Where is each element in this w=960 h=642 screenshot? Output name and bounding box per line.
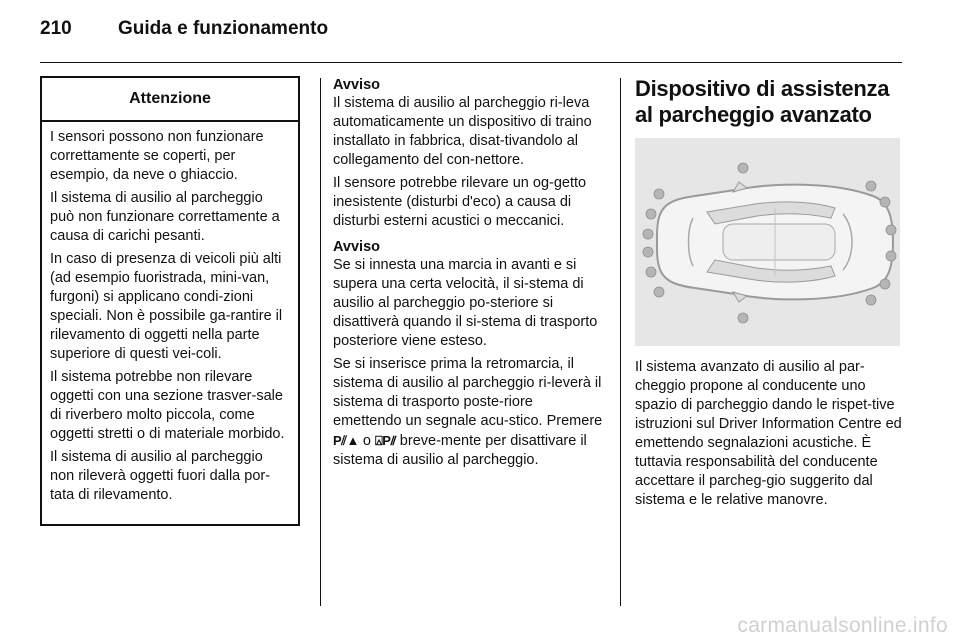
column-divider-right: [620, 78, 621, 606]
warning-paragraph: I sensori possono non funzionare correttamente se coperti, per esempio, da neve o ghiaccio.: [50, 129, 264, 183]
warning-paragraph: In caso di presenza di veicoli più alti (ad esempio fuoristrada, mini-van, furgoni) si applicano condi-zioni speciali. Non è possibile ga-rantire il rilevamento di oggetti nella parte superiore di questi vei-coli.: [50, 251, 283, 362]
warning-paragraph: Il sistema di ausilio al parcheggio non rileverà oggetti fuori dalla por-tata di rilevamento.: [50, 449, 271, 503]
note-text: o: [362, 433, 371, 449]
warning-box: [40, 76, 300, 526]
column-divider-left: [320, 78, 321, 606]
note-label: Avviso: [333, 239, 381, 255]
note-label: Avviso: [333, 77, 381, 93]
car-sensor-illustration: [635, 138, 900, 346]
car-top-view-icon: [635, 138, 900, 346]
park-assist-button-icon: P⫽▲: [333, 433, 359, 448]
note-paragraph: Se si innesta una marcia in avanti e si supera una certa velocità, il si-stema di ausilio al parcheggio po-steriore si disattiverà quando il si-stema di trasporto posteriore viene esteso.: [333, 257, 598, 349]
section-heading: Dispositivo di assistenza al parcheggio avanzato: [635, 76, 890, 127]
section-title: Guida e funzionamento: [118, 18, 329, 39]
note-text: breve-mente per disattivare il sistema di ausilio al parcheggio.: [333, 433, 587, 468]
header-rule: [40, 62, 902, 63]
page-number: 210: [40, 18, 72, 39]
warning-title: Attenzione: [42, 78, 298, 122]
section-paragraph: Il sistema avanzato di ausilio al par-cheggio propone al conducente uno spazio di parcheggio dando le rispet-tive istruzioni sul Driver Information Centre ed emettendo segnalazioni acustiche. È tuttavia responsabilità del conducente accettare il parcheg-gio suggerito dal sistema e le relative manovre.: [635, 359, 902, 508]
warning-paragraph: Il sistema potrebbe non rilevare oggetti con una sezione trasver-sale di riverbero molto piccola, come oggetti stretti o di materiale morbido.: [50, 369, 285, 442]
note-paragraph: [333, 355, 605, 470]
advanced-park-assist-button-icon: ⍓P⫽: [374, 433, 396, 448]
warning-body: [42, 122, 298, 505]
advanced-section-body: [635, 358, 905, 514]
note-paragraph: Il sensore potrebbe rilevare un og-getto inesistente (disturbi d'eco) a causa di disturbi esterni acustici o meccanici.: [333, 175, 587, 229]
warning-paragraph: Il sistema di ausilio al parcheggio può non funzionare correttamente a causa di carichi pesanti.: [50, 190, 280, 244]
watermark: carmanualsonline.info: [737, 614, 948, 637]
note-paragraph: Il sistema di ausilio al parcheggio ri-leva automaticamente un dispositivo di traino installato in fabbrica, disat-tivandolo al collegamento del con-nettore.: [333, 95, 592, 168]
note-text: Se si inserisce prima la retromarcia, il sistema di ausilio al parcheggio ri-leverà il sistema di trasporto poste-riore emettendo un segnale acu-stico. Premere: [333, 356, 603, 429]
notes-column: [333, 76, 605, 474]
advanced-section: [635, 76, 903, 128]
